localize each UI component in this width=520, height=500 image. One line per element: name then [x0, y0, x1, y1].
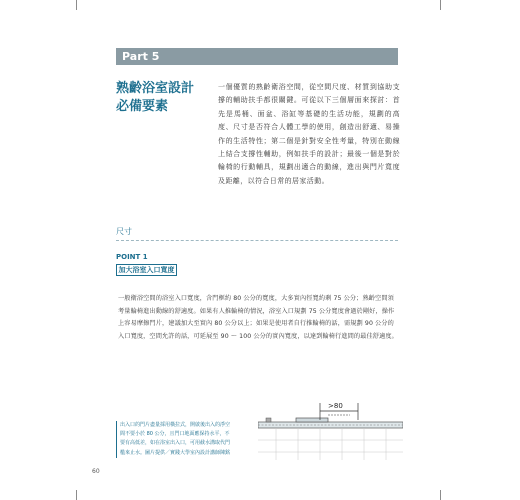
part-label: Part 5 [122, 50, 160, 63]
title-line-1: 熟齡浴室設計 [116, 81, 195, 96]
point-title: 加大浴室入口寬度 [116, 264, 177, 276]
page-title [116, 80, 211, 116]
floor-tile-grid [258, 428, 403, 460]
crop-mark [440, 0, 441, 10]
crop-mark [440, 490, 441, 500]
point-label: POINT 1 [116, 253, 148, 261]
threshold-block [296, 418, 328, 422]
door-jamb [266, 418, 271, 422]
doorway-diagram [258, 398, 403, 460]
part-banner [116, 48, 398, 65]
crop-mark [76, 490, 77, 500]
figure-caption: 出入口的門片盡量採用橫拉式，開啟後出入的淨空間不要小於 80 公分，且門口地面應保持水平，不要有高低差，如在浴室出入口，可用截水溝取代門檻來止水。圖片提供／實踐大學室內設計講師陳銘 [116, 421, 230, 458]
page-number: 60 [92, 468, 100, 475]
dimension-label: >80 [328, 402, 343, 410]
intro-paragraph: 一個優質的熟齡衛浴空間，從空間尺度、材質到協助支撐的輔助扶手都很關鍵。可從以下三個層面來探討：首先是馬桶、面盆、浴缸等基礎的生活功能，規劃的高度、尺寸是否符合人體工學的使用，創造出舒適、易操作的生活特性；第二個是針對安全性考量，特別在動線上結合支撐性輔助，例如扶手的設計；最後一個是對於輪椅的行動輔具，規劃出適合的動線，進出與門片寬度及距離，以符合日常的居家活動。 [218, 83, 400, 185]
title-line-2: 必備要素 [116, 99, 169, 114]
body-paragraph: 一般衛浴空間的浴室入口寬度，含門框約 80 公分的寬度，大多實內徑寬約剩 75 公分；熟齡空間須考量輪椅進出動線的舒適度。如果有人推輪椅的情況，浴室入口規劃 75 公分寬度會過於剛好，操作上容易摩擦門片，建議加大至實內 80 公分以上；如果是使用者自行推輪椅的話，需規劃 90 公分的入口寬度，空間允許的話，可延展至 90 ～ 100 公分的實內寬度，以達到輪椅行進間的最佳舒適度。 [118, 295, 398, 340]
crop-mark [76, 0, 77, 10]
section-label: 尺寸 [116, 227, 132, 236]
section-divider [116, 240, 398, 241]
